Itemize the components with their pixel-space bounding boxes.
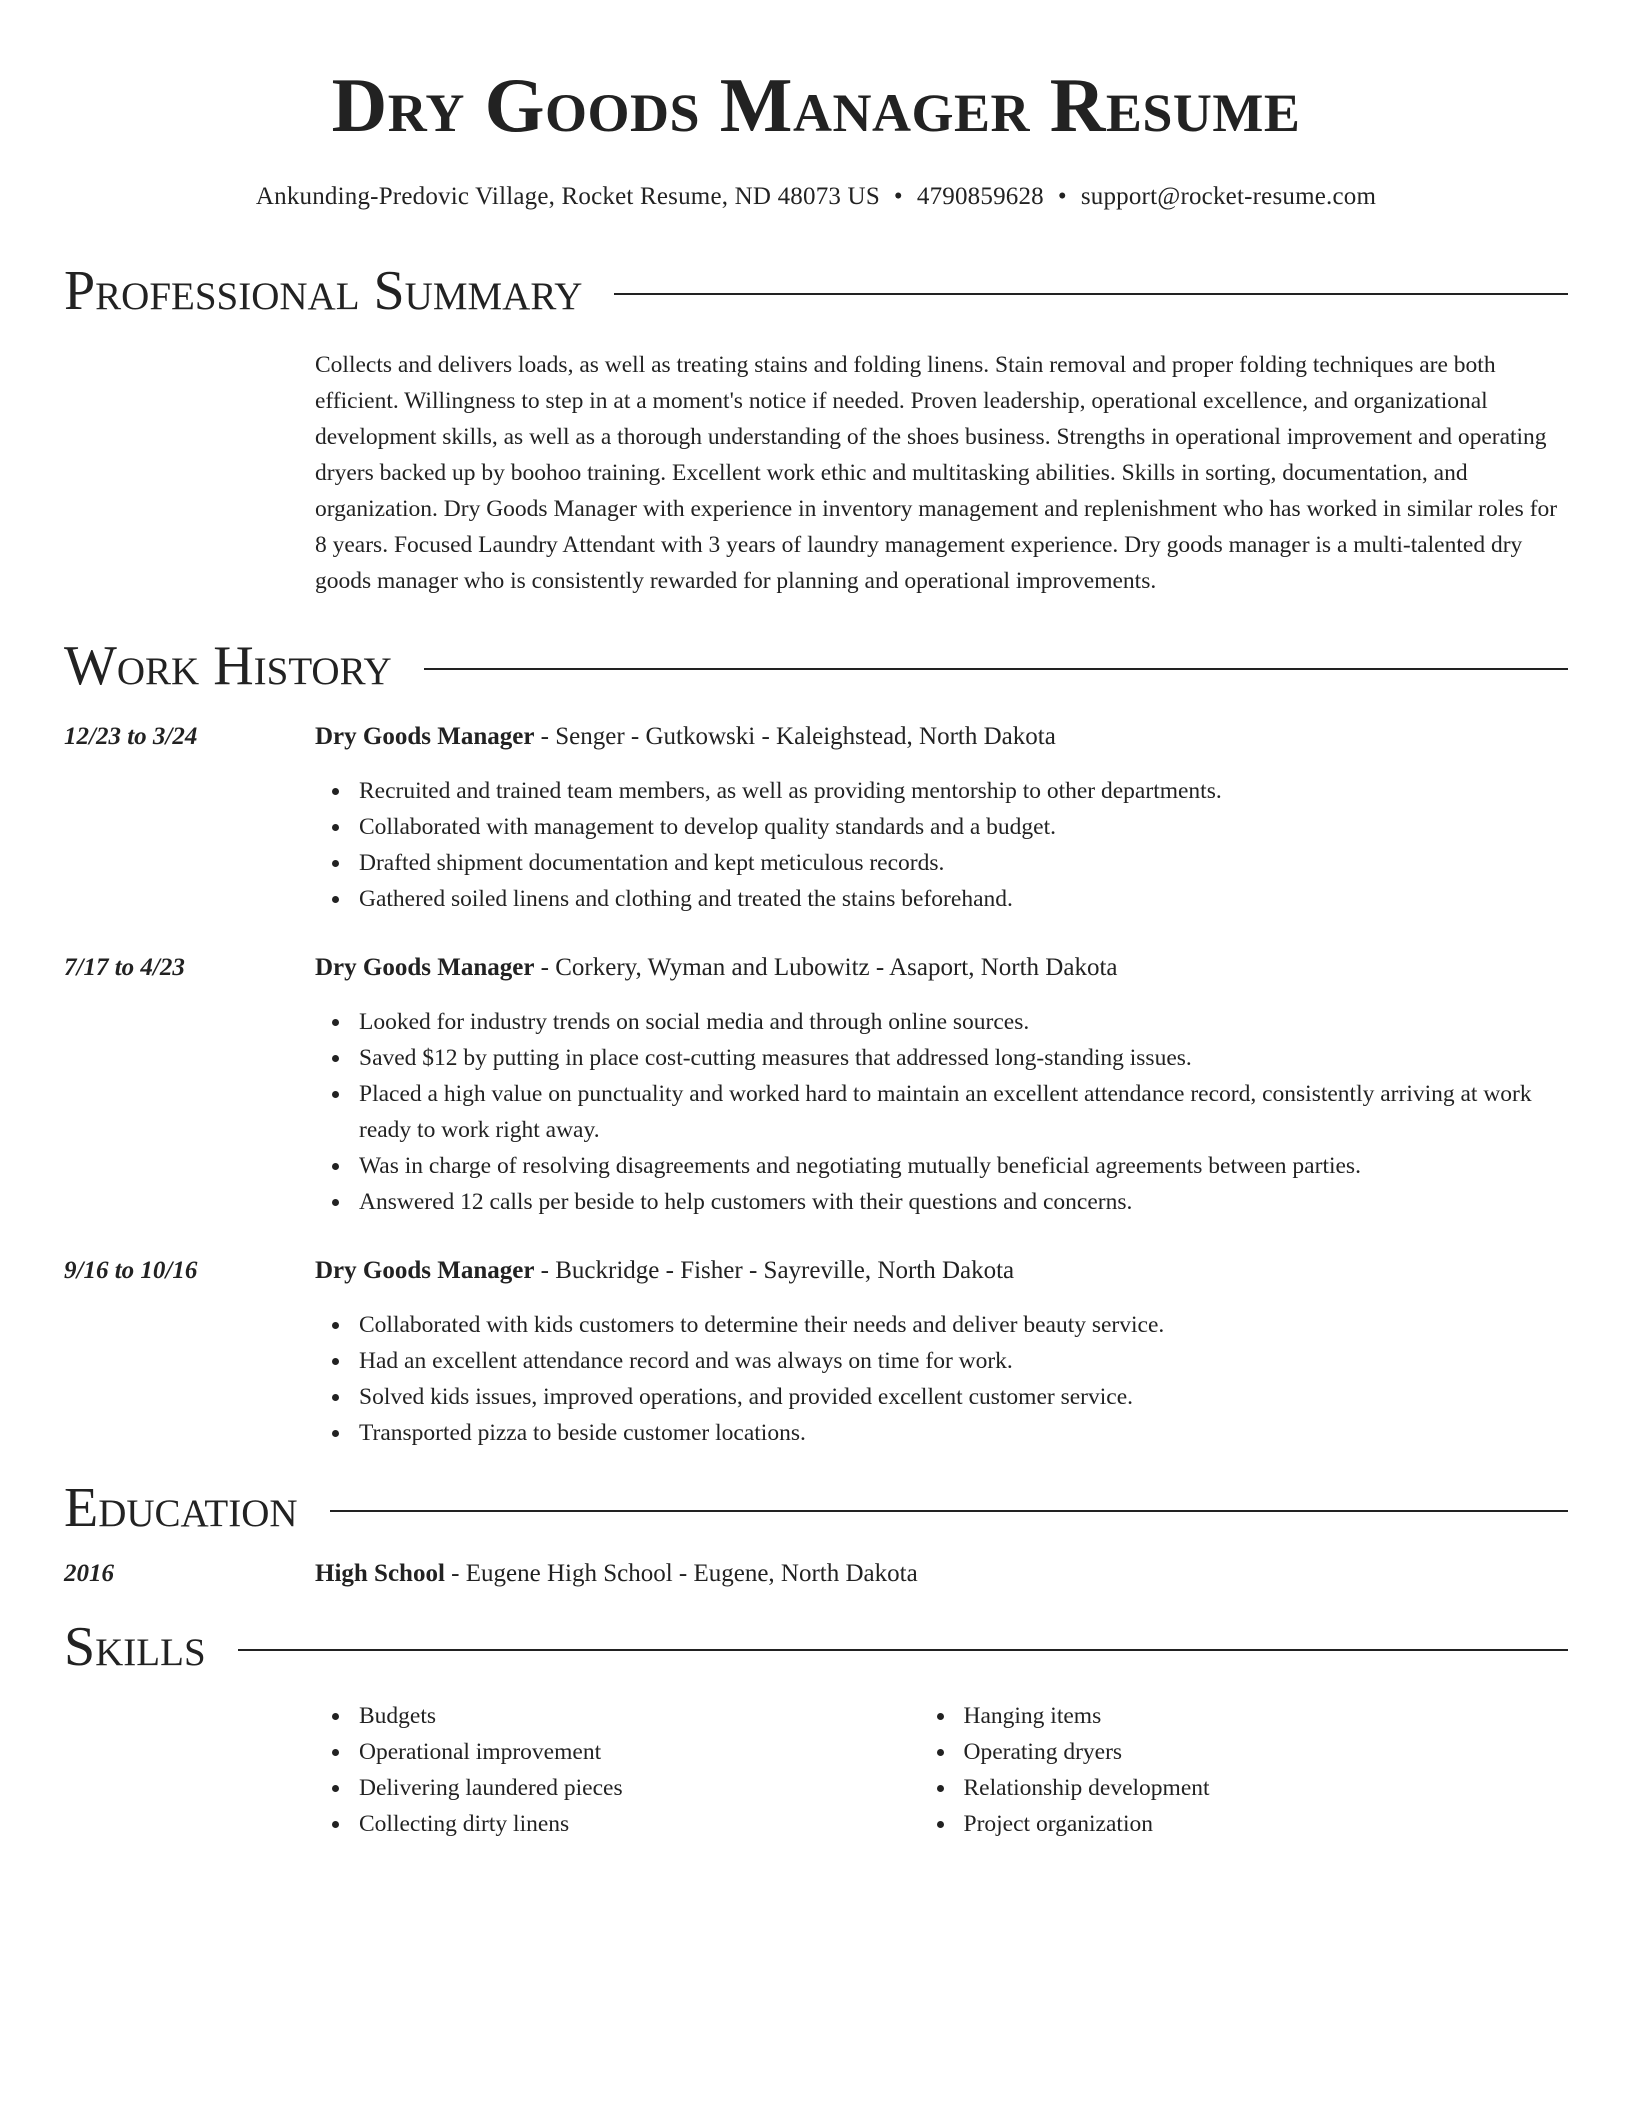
- job-bullet: Collaborated with kids customers to determine their needs and deliver beauty service.: [359, 1307, 1568, 1343]
- resume-title: Dry Goods Manager Resume: [331, 62, 1301, 148]
- skill-item: Relationship development: [964, 1770, 1569, 1806]
- education-role: [315, 1556, 918, 1592]
- resume-page: [64, 0, 1568, 1842]
- skill-item: Budgets: [359, 1698, 964, 1734]
- education-details: - Eugene High School - Eugene, North Dakota: [444, 1560, 918, 1587]
- section-heading: Skills: [64, 1616, 206, 1678]
- job-bullet: Placed a high value on punctuality and worked hard to maintain an excellent attendance record, consistently arriving at work ready to work right away.: [359, 1076, 1568, 1148]
- skill-item: Project organization: [964, 1806, 1569, 1842]
- job-bullet: Solved kids issues, improved operations, and provided excellent customer service.: [359, 1379, 1568, 1415]
- section-heading: Education: [64, 1477, 298, 1539]
- job-bullet: Saved $12 by putting in place cost-cutting measures that addressed long-standing issues.: [359, 1040, 1568, 1076]
- contact-phone: 4790859628: [916, 183, 1044, 210]
- section-skills: [64, 1616, 1568, 1678]
- job-entry: [64, 950, 1568, 986]
- job-entry: [64, 1253, 1568, 1289]
- skills-column-right: [964, 1698, 1569, 1842]
- section-divider: [238, 1649, 1568, 1651]
- job-entry: [64, 719, 1568, 755]
- job-dates: 12/23 to 3/24: [64, 723, 198, 750]
- job-bullet: Looked for industry trends on social media and through online sources.: [359, 1004, 1568, 1040]
- job-bullet: Gathered soiled linens and clothing and treated the stains beforehand.: [359, 881, 1568, 917]
- skill-item: Operational improvement: [359, 1734, 964, 1770]
- job-role: [315, 950, 1118, 986]
- job-dates: 9/16 to 10/16: [64, 1257, 198, 1284]
- job-title: Dry Goods Manager: [315, 954, 535, 981]
- summary-text: Collects and delivers loads, as well as treating stains and folding linens. Stain removal and proper folding techniques are both efficient. Willingness to step in at a moment's notice if needed. Proven leadership, operational excellence, and organizational development skills, as well as a thorough understanding of the shoes business. Strengths in operational improvement and operating dryers backed up by boohoo training. Excellent work ethic and multitasking abilities. Skills in sorting, documentation, and organization. Dry Goods Manager with experience in inventory management and replenishment who has worked in similar roles for 8 years. Focused Laundry Attendant with 3 years of laundry management experience. Dry goods manager is a multi-talented dry goods manager who is consistently rewarded for planning and operational improvements.: [315, 352, 1558, 594]
- skills-list: [359, 1698, 1568, 1842]
- section-divider: [614, 293, 1568, 295]
- skill-item: Hanging items: [964, 1698, 1569, 1734]
- job-details: - Senger - Gutkowski - Kaleighstead, North Dakota: [534, 723, 1056, 750]
- job-bullet: Was in charge of resolving disagreements and negotiating mutually beneficial agreements between parties.: [359, 1148, 1568, 1184]
- job-bullet: Recruited and trained team members, as well as providing mentorship to other departments.: [359, 773, 1568, 809]
- contact-email: support@rocket-resume.com: [1080, 183, 1377, 210]
- section-professional-summary: [64, 260, 1568, 322]
- job-bullet: Collaborated with management to develop quality standards and a budget.: [359, 809, 1568, 845]
- skill-item: Operating dryers: [964, 1734, 1569, 1770]
- skills-column-left: [359, 1698, 964, 1842]
- job-details: - Buckridge - Fisher - Sayreville, North Dakota: [534, 1257, 1015, 1284]
- job-dates: 7/17 to 4/23: [64, 954, 185, 981]
- job-details: - Corkery, Wyman and Lubowitz - Asaport, North Dakota: [534, 954, 1118, 981]
- skill-item: Delivering laundered pieces: [359, 1770, 964, 1806]
- job-bullets: [359, 1307, 1568, 1451]
- job-bullet: Had an excellent attendance record and was always on time for work.: [359, 1343, 1568, 1379]
- section-divider: [424, 668, 1568, 670]
- section-work-history: [64, 635, 1568, 697]
- job-role: [315, 1253, 1014, 1289]
- section-education: [64, 1477, 1568, 1539]
- job-role: [315, 719, 1056, 755]
- education-year: 2016: [64, 1560, 114, 1587]
- job-bullet: Answered 12 calls per beside to help customers with their questions and concerns.: [359, 1184, 1568, 1220]
- section-divider: [330, 1510, 1568, 1512]
- job-bullet: Transported pizza to beside customer locations.: [359, 1415, 1568, 1451]
- job-bullets: [359, 1004, 1568, 1220]
- job-title: Dry Goods Manager: [315, 1257, 535, 1284]
- contact-separator: •: [893, 183, 903, 210]
- section-heading: Professional Summary: [64, 260, 583, 322]
- contact-separator: •: [1057, 183, 1067, 210]
- job-bullet: Drafted shipment documentation and kept meticulous records.: [359, 845, 1568, 881]
- job-bullets: [359, 773, 1568, 917]
- section-heading: Work History: [64, 635, 392, 697]
- skill-item: Collecting dirty linens: [359, 1806, 964, 1842]
- contact-address: Ankunding-Predovic Village, Rocket Resume, ND 48073 US: [255, 183, 880, 210]
- contact-line: [64, 184, 1568, 209]
- job-title: Dry Goods Manager: [315, 723, 535, 750]
- education-entry: [64, 1556, 1568, 1592]
- education-degree: High School: [315, 1560, 445, 1587]
